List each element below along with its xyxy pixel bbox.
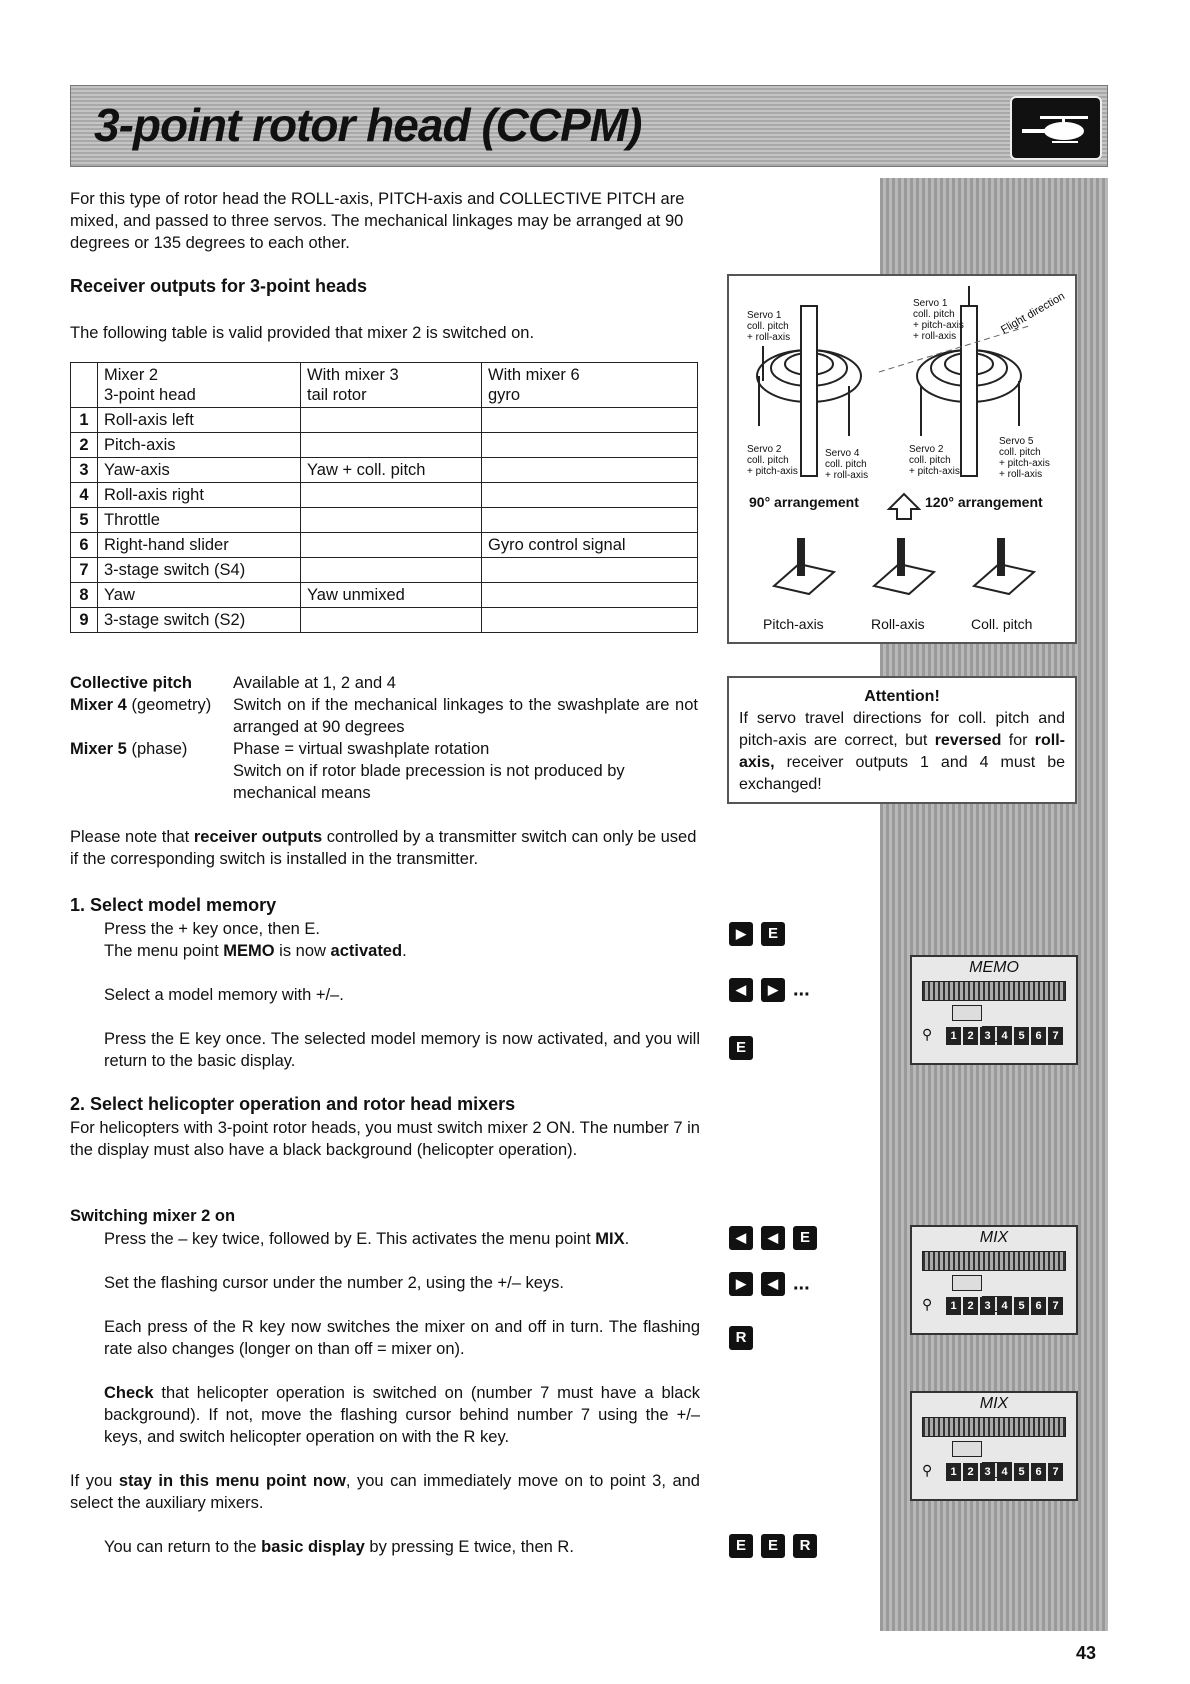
step2-text2: Set the flashing cursor under the number 2, using the +/– keys.: [104, 1274, 564, 1292]
row-number: 6: [71, 533, 98, 558]
step2-text6: [104, 1536, 574, 1558]
lcd-digit: 6: [1031, 1297, 1046, 1315]
e-key[interactable]: E: [729, 1534, 753, 1558]
intro-paragraph: For this type of rotor head the ROLL-axis, PITCH-axis and COLLECTIVE PITCH are mixed, and passed to three servos. The mechanical linkages may be arranged at 90 degrees or 135 degrees to each other.: [70, 190, 685, 252]
attention-bold: roll-axis,: [739, 732, 1065, 771]
lcd-digit: 2: [963, 1027, 978, 1045]
lcd-digit: 1: [946, 1297, 961, 1315]
cell-mixer6: [482, 508, 698, 533]
lcd-indicator: [952, 1275, 982, 1291]
lcd-digit: 3: [980, 1463, 995, 1481]
servo1-left-label: [747, 310, 790, 343]
cell-mixer2: Right-hand slider: [98, 533, 301, 558]
step1-heading: 1. Select model memory: [70, 895, 277, 915]
antenna-icon: ⚲: [922, 1026, 933, 1042]
e-key[interactable]: E: [729, 1036, 753, 1060]
table-row: [71, 583, 698, 608]
cell-mixer3: [301, 483, 482, 508]
label-line: coll. pitch: [747, 455, 789, 466]
lcd-digit: 6: [1031, 1463, 1046, 1481]
stick-roll-label: Roll-axis: [871, 616, 925, 632]
lcd-digit: 2: [963, 1463, 978, 1481]
row-number: 1: [71, 408, 98, 433]
attention-title: Attention!: [864, 688, 940, 705]
row-number: 9: [71, 608, 98, 633]
lcd-digit-row: [922, 1026, 1066, 1044]
step1-text1: [104, 918, 700, 962]
cell-mixer6: [482, 583, 698, 608]
plus-key[interactable]: ▶: [761, 978, 785, 1002]
lcd-digits: [946, 1462, 1065, 1481]
cell-mixer3: [301, 608, 482, 633]
label-line: Servo 2: [909, 444, 944, 455]
keys-step1a: [729, 922, 793, 946]
column-header-line: Mixer 2: [104, 366, 159, 384]
cell-mixer2: 3-stage switch (S2): [98, 608, 301, 633]
text-part: .: [624, 1230, 630, 1248]
note-text2: Switch on if rotor blade precession is not produced by mechanical means: [233, 762, 625, 802]
e-key[interactable]: E: [761, 922, 785, 946]
row-number: 4: [71, 483, 98, 508]
step2-text3: Each press of the R key now switches the mixer on and off in turn. The flashing rate also changes (longer on than off = mixer on).: [104, 1318, 700, 1358]
table-row: [71, 408, 698, 433]
step2-heading: 2. Select helicopter operation and rotor head mixers: [70, 1094, 516, 1114]
receiver-table: [70, 362, 698, 633]
cell-mixer3: [301, 558, 482, 583]
lcd-digits: [946, 1296, 1065, 1315]
note-text: Phase = virtual swashplate rotation: [233, 740, 490, 758]
lcd-digit-row: [922, 1462, 1066, 1480]
lcd-digit: 3: [980, 1297, 995, 1315]
lcd-digit: 5: [1014, 1463, 1029, 1481]
receiver-heading: Receiver outputs for 3-point heads: [70, 276, 368, 296]
lcd-digit: 1: [946, 1027, 961, 1045]
step2-text1: [104, 1228, 700, 1250]
page-title: 3-point rotor head (CCPM): [94, 99, 642, 151]
lcd-title: MIX: [979, 1229, 1009, 1246]
text-part: , you can immediately move on to point 3, and select the auxiliary mixers.: [70, 1472, 700, 1512]
text-part: that helicopter operation is switched on (number 7 must have a black background). If not, move the flashing cursor behind number 7 using the +/– keys, and switch helicopter operation on with the R key.: [104, 1384, 700, 1446]
text-part: by pressing E twice, then R.: [364, 1538, 574, 1556]
step2-text5: [70, 1470, 700, 1514]
lcd-bar: [922, 1417, 1066, 1437]
lcd-digit: 2: [963, 1297, 978, 1315]
cell-mixer3: Yaw unmixed: [301, 583, 482, 608]
text-part: If you: [70, 1472, 119, 1490]
column-header-line: gyro: [488, 386, 521, 404]
cell-mixer6: Gyro control signal: [482, 533, 698, 558]
text-part: controlled by a transmitter switch can only be used if the corresponding switch is installed in the transmitter.: [70, 828, 697, 868]
text-part: .: [402, 942, 407, 960]
cell-mixer3: [301, 408, 482, 433]
cell-mixer6: [482, 608, 698, 633]
e-key[interactable]: E: [793, 1226, 817, 1250]
swashplate-diagram: [727, 274, 1077, 644]
text-bold: basic display: [261, 1538, 365, 1556]
lcd-digit: 5: [1014, 1297, 1029, 1315]
lcd-digit: 4: [997, 1463, 1012, 1481]
label-line: + roll-axis: [913, 331, 957, 342]
column-header: [482, 363, 698, 408]
label-line: Servo 1: [747, 310, 782, 321]
please-note: [70, 826, 700, 870]
cell-mixer2: Throttle: [98, 508, 301, 533]
note-text: Available at 1, 2 and 4: [233, 674, 396, 692]
cell-mixer3: [301, 433, 482, 458]
text-part: Press the + key once, then E.: [104, 920, 320, 938]
label-line: + pitch-axis: [909, 466, 960, 477]
lcd-indicator: [952, 1441, 982, 1457]
lcd-memo: [910, 955, 1078, 1065]
servo2-left-label: [747, 444, 798, 477]
label-line: + pitch-axis: [913, 320, 964, 331]
lcd-bar: [922, 1251, 1066, 1271]
label-line: + pitch-axis: [999, 458, 1050, 469]
label-line: + roll-axis: [999, 469, 1043, 480]
text-part: Press the – key twice, followed by E. This activates the menu point: [104, 1230, 596, 1248]
label-line: coll. pitch: [825, 459, 867, 470]
column-header-line: tail rotor: [307, 386, 367, 404]
cell-mixer2: Yaw-axis: [98, 458, 301, 483]
column-header: [98, 363, 301, 408]
plus-key[interactable]: ▶: [729, 922, 753, 946]
text-part: You can return to the: [104, 1538, 262, 1556]
lcd-digit: 7: [1048, 1027, 1063, 1045]
cell-mixer3: [301, 508, 482, 533]
cell-mixer2: Pitch-axis: [98, 433, 301, 458]
cell-mixer3: [301, 533, 482, 558]
column-header-line: With mixer 3: [307, 366, 399, 384]
note-label-rest: (geometry): [126, 696, 212, 714]
lcd-digits: [946, 1026, 1065, 1045]
receiver-note: The following table is valid provided that mixer 2 is switched on.: [70, 324, 535, 342]
minus-key[interactable]: ◀: [761, 1272, 785, 1296]
arrangement-120-label: 120° arrangement: [925, 494, 1043, 510]
antenna-icon: ⚲: [922, 1296, 933, 1312]
antenna-icon: ⚲: [922, 1462, 933, 1478]
table-row: [71, 483, 698, 508]
table-header-row: [71, 363, 698, 408]
cell-mixer6: [482, 433, 698, 458]
lcd-title: MEMO: [969, 959, 1019, 976]
servo4-left-label: [825, 448, 868, 481]
table-row: [71, 608, 698, 633]
keys-step2a: [729, 1226, 825, 1250]
servo2-right-label: [909, 444, 960, 477]
note-label: Collective pitch: [70, 674, 192, 692]
text-bold: receiver outputs: [193, 828, 323, 846]
lcd-digit: 5: [1014, 1027, 1029, 1045]
keys-step1c: [729, 1036, 761, 1060]
text-bold: Check: [104, 1384, 154, 1402]
label-line: + pitch-axis: [747, 466, 798, 477]
cell-mixer2: Yaw: [98, 583, 301, 608]
arrangement-90-label: 90° arrangement: [749, 494, 859, 510]
text-part: The menu point: [104, 942, 224, 960]
minus-key[interactable]: ◀: [729, 1226, 753, 1250]
cell-mixer6: [482, 458, 698, 483]
label-line: + roll-axis: [825, 470, 869, 481]
lcd-digit: 7: [1048, 1463, 1063, 1481]
attention-part: If servo travel directions for coll. pitch and pitch-axis are correct, but: [739, 710, 1065, 749]
lcd-mix-2: [910, 1391, 1078, 1501]
cell-mixer6: [482, 558, 698, 583]
row-number: 3: [71, 458, 98, 483]
row-number: 8: [71, 583, 98, 608]
text-part: Please note that: [70, 828, 194, 846]
table-row: [71, 433, 698, 458]
keys-step2c: [729, 1326, 761, 1350]
row-number: 2: [71, 433, 98, 458]
lcd-digit: 6: [1031, 1027, 1046, 1045]
attention-bold: reversed: [934, 732, 1002, 749]
lcd-digit: 1: [946, 1463, 961, 1481]
label-line: coll. pitch: [909, 455, 951, 466]
step2-intro: For helicopters with 3-point rotor heads, you must switch mixer 2 ON. The number 7 in the display must also have a black background (helicopter operation).: [70, 1119, 700, 1159]
label-line: + roll-axis: [747, 332, 791, 343]
lcd-bar: [922, 981, 1066, 1001]
cell-mixer2: 3-stage switch (S4): [98, 558, 301, 583]
stick-collpitch-label: Coll. pitch: [971, 616, 1033, 632]
table-row: [71, 558, 698, 583]
row-number: 5: [71, 508, 98, 533]
e-key[interactable]: E: [761, 1534, 785, 1558]
text-part: is now: [274, 942, 331, 960]
note-label: Mixer 4: [70, 696, 127, 714]
lcd-digit: 4: [997, 1297, 1012, 1315]
label-line: coll. pitch: [913, 309, 955, 320]
attention-text: [739, 708, 1065, 796]
r-key[interactable]: R: [729, 1326, 753, 1350]
lcd-status-row: [922, 1441, 1066, 1459]
r-key[interactable]: R: [793, 1534, 817, 1558]
more-dots: ...: [793, 1272, 810, 1295]
minus-key[interactable]: ◀: [761, 1226, 785, 1250]
attention-box: [727, 676, 1077, 804]
servo1-right-label: [913, 298, 964, 342]
lcd-title: MIX: [979, 1395, 1009, 1412]
label-line: coll. pitch: [999, 447, 1041, 458]
table-row: [71, 508, 698, 533]
label-line: coll. pitch: [747, 321, 789, 332]
lcd-indicator: [952, 1005, 982, 1021]
step2-text4: [104, 1382, 700, 1448]
stick-pitch-label: Pitch-axis: [763, 616, 824, 632]
column-header-line: 3-point head: [104, 386, 196, 404]
lcd-digit: 4: [997, 1027, 1012, 1045]
step1-text2: Select a model memory with +/–.: [104, 986, 344, 1004]
text-bold: MEMO: [223, 942, 275, 960]
note-collective: [70, 672, 700, 694]
column-header-line: With mixer 6: [488, 366, 580, 384]
step2-subheading: Switching mixer 2 on: [70, 1207, 236, 1225]
attention-part: receiver outputs 1 and 4 must be exchanged!: [739, 754, 1065, 793]
lcd-digit: 7: [1048, 1297, 1063, 1315]
page-number: 43: [1076, 1643, 1097, 1663]
keys-step2d: [729, 1534, 825, 1558]
table-row: [71, 458, 698, 483]
servo5-right-label: [999, 436, 1050, 480]
lcd-mix-1: [910, 1225, 1078, 1335]
lcd-status-row: [922, 1275, 1066, 1293]
minus-key[interactable]: ◀: [729, 978, 753, 1002]
keys-step2b: [729, 1272, 810, 1296]
lcd-status-row: [922, 1005, 1066, 1023]
note-text: Switch on if the mechanical linkages to the swashplate are not arranged at 90 degrees: [233, 696, 698, 736]
flight-direction-label: Flight direction: [999, 290, 1067, 337]
plus-key[interactable]: ▶: [729, 1272, 753, 1296]
table-corner: [71, 363, 98, 408]
label-line: Servo 5: [999, 436, 1034, 447]
text-bold: MIX: [595, 1230, 625, 1248]
attention-part: for: [1001, 732, 1035, 749]
note-mixer5: [70, 738, 700, 804]
mixer-notes: [70, 672, 700, 804]
table-row: [71, 533, 698, 558]
row-number: 7: [71, 558, 98, 583]
keys-step1b: [729, 978, 810, 1002]
column-header: [301, 363, 482, 408]
label-line: Servo 1: [913, 298, 948, 309]
text-bold: activated: [330, 942, 403, 960]
note-mixer4: [70, 694, 700, 738]
more-dots: ...: [793, 978, 810, 1001]
text-bold: stay in this menu point now: [118, 1472, 346, 1490]
lcd-digit: 3: [980, 1027, 995, 1045]
cell-mixer6: [482, 483, 698, 508]
cell-mixer6: [482, 408, 698, 433]
lcd-digit-row: [922, 1296, 1066, 1314]
helicopter-icon: [1010, 96, 1102, 160]
cell-mixer2: Roll-axis left: [98, 408, 301, 433]
note-label-rest: (phase): [126, 740, 188, 758]
label-line: Servo 2: [747, 444, 782, 455]
cell-mixer3: Yaw + coll. pitch: [301, 458, 482, 483]
cell-mixer2: Roll-axis right: [98, 483, 301, 508]
label-line: Servo 4: [825, 448, 860, 459]
step1-text3: Press the E key once. The selected model memory is now activated, and you will return to the basic display.: [104, 1030, 700, 1070]
note-label: Mixer 5: [70, 740, 127, 758]
